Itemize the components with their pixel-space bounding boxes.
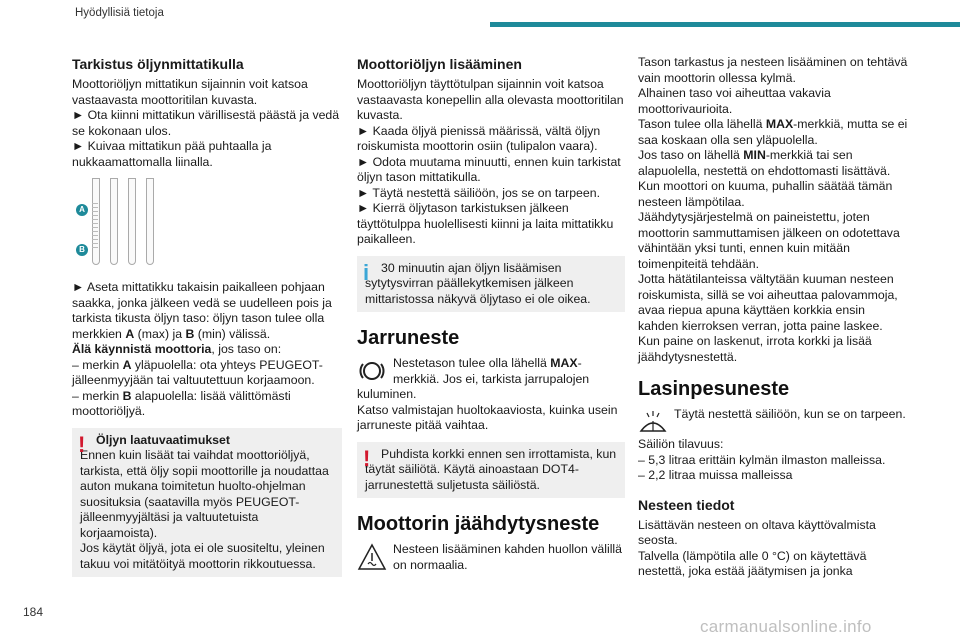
warning-exclamation-icon: ! xyxy=(78,431,86,457)
column-2 xyxy=(357,55,625,573)
coolant-warning-icon xyxy=(357,542,387,572)
paragraph: Talvella (lämpötila alle 0 °C) on käytettävä nestettä, joka estää jäätymisen ja jonka xyxy=(638,548,867,578)
dipstick-illustration xyxy=(72,178,342,268)
column-3 xyxy=(638,55,908,580)
header-accent-bar xyxy=(490,22,960,27)
paragraph: Katso valmistajan huoltokaaviosta, kuinka usein jarruneste pitää vaihtaa. xyxy=(357,402,618,432)
coolant-block xyxy=(357,542,625,573)
note-text: Ennen kuin lisäät tai vaihdat moottoriöljyä, tarkista, että öljy sopii moottorille ja noudattaa auton mukana toimitetun huolto-ohjelman suosituksia (saatavilla myös PEUGEOT-jälleenmyyjältäsi ja valtuutetuista korjaamoista). xyxy=(80,448,329,540)
dipstick-icon xyxy=(128,178,136,265)
paragraph: Moottoriöljyn täyttötulpan sijainnin voit katsoa vastaavasta konepellin alla olevasta moottoritilan kuvasta. xyxy=(357,77,624,122)
section-heading-add-oil: Moottoriöljyn lisääminen xyxy=(357,56,522,72)
paragraph: Tason tarkastus ja nesteen lisääminen on tehtävä vain moottorin ollessa kylmä. xyxy=(638,55,908,85)
warning-text: Älä käynnistä moottoria, jos taso on: xyxy=(72,342,282,356)
marker-a-label: A xyxy=(76,204,88,216)
brake-fluid-note xyxy=(357,442,625,499)
paragraph: Tason tulee olla lähellä MAX-merkkiä, mutta se ei saa koskaan olla sen yläpuolella. xyxy=(638,117,908,147)
running-header: Hyödyllisiä tietoja xyxy=(75,7,164,19)
dipstick-icon xyxy=(146,178,154,265)
info-icon: i xyxy=(363,259,370,285)
step-item: ► Kaada öljyä pienissä määrissä, vältä öljyn roiskumista moottorin osiin (tulipalon vaara). xyxy=(357,123,601,153)
dipstick-icon xyxy=(110,178,118,265)
dipstick-scale xyxy=(92,203,98,248)
paragraph: Moottoriöljyn mittatikun sijainnin voit katsoa vastaavasta moottoritilan kuvasta. xyxy=(72,77,308,107)
paragraph: Nestetason tulee olla lähellä MAX-merkkiä. Jos ei, tarkista jarrupalojen kuluminen. xyxy=(357,356,590,401)
oil-level-info-note xyxy=(357,256,625,313)
step-item: ► Täytä nestettä säiliöön, jos se on tarpeen. xyxy=(357,185,600,200)
list-item: – merkin A yläpuolella: ota yhteys PEUGEOT-jälleenmyyjään tai valtuutettuun korjaamoon. xyxy=(72,357,323,387)
note-text: 30 minuutin ajan öljyn lisäämisen sytytysvirran päällekytkemisen jälkeen mittaristossa näkyvä öljytaso ei ole oikea. xyxy=(365,260,591,306)
marker-b-label: B xyxy=(76,244,88,256)
paragraph: Nesteen lisääminen kahden huollon välillä on normaalia. xyxy=(393,542,623,572)
section-heading-washer-fluid: Lasinpesuneste xyxy=(638,378,790,400)
oil-quality-note xyxy=(72,428,342,578)
paragraph: Alhainen taso voi aiheuttaa vakavia moottorivaurioita. xyxy=(638,86,831,116)
section-heading-fluid-specs: Nesteen tiedot xyxy=(638,496,735,513)
note-title: Öljyn laatuvaatimukset xyxy=(96,432,230,447)
page-number: 184 xyxy=(23,605,44,619)
section-heading-dipstick: Tarkistus öljynmittatikulla xyxy=(72,56,244,72)
warning-exclamation-icon: ! xyxy=(363,445,371,471)
step-item: ► Odota muutama minuutti, ennen kuin tarkistat öljyn tason mittatikulla. xyxy=(357,154,621,184)
paragraph: Täytä nestettä säiliöön, kun se on tarpeen. xyxy=(674,407,906,421)
step-item: ► Ota kiinni mittatikun värillisestä päästä ja vedä se kokonaan ulos. xyxy=(72,108,340,138)
washer-fluid-icon xyxy=(638,407,668,437)
list-item: – 5,3 litraa erittäin kylmän ilmaston malleissa. xyxy=(638,452,886,467)
section-heading-coolant: Moottorin jäähdytysneste xyxy=(357,513,600,535)
column-1 xyxy=(72,55,342,585)
step-item: ► Aseta mittatikku takaisin paikalleen pohjaan saakka, jonka jälkeen vedä se uudelleen pois ja tarkista tikusta öljyn taso: öljyn tason tulee olla merkkien A (max) ja B (min) välissä. xyxy=(72,280,332,341)
paragraph: Jäähdytysjärjestelmä on paineistettu, joten moottorin sammuttamisen jälkeen on odotettava vähintään yksi tunti, ennen kuin mitään toimenpiteitä tehdään. xyxy=(638,210,900,271)
step-item: ► Kuivaa mittatikun pää puhtaalla ja nukkaamattomalla liinalla. xyxy=(72,139,272,169)
paragraph: Jos taso on lähellä MIN-merkkiä tai sen alapuolella, nestettä on ehdottomasti lisättävä. xyxy=(638,148,891,178)
list-item: – merkin B alapuolella: lisää välittömästi moottoriöljyä. xyxy=(72,388,291,418)
list-item: – 2,2 litraa muissa malleissa xyxy=(638,468,793,482)
brake-fluid-icon xyxy=(357,356,387,386)
watermark: carmanualsonline.info xyxy=(700,617,872,636)
note-text: Puhdista korkki ennen sen irrottamista, kun täytät säiliötä. Käytä ainoastaan DOT4-jarrunestettä suljetusta säiliöstä. xyxy=(365,446,617,492)
note-text: Jos käytät öljyä, jota ei ole suositeltu, yleinen takuu voi mitätöityä moottorin rikkoutuessa. xyxy=(80,541,325,571)
brake-fluid-block xyxy=(357,356,625,403)
section-heading-brake-fluid: Jarruneste xyxy=(357,327,460,349)
paragraph: Säiliön tilavuus: xyxy=(638,437,724,451)
paragraph: Kun paine on laskenut, irrota korkki ja lisää jäähdytysnestettä. xyxy=(638,334,872,364)
step-item: ► Kierrä öljytason tarkistuksen jälkeen täyttötulppa huolellisesti kiinni ja laita mittatikku paikalleen. xyxy=(357,201,614,246)
paragraph: Jotta hätätilanteissa vältytään kuuman nesteen roiskumista, sillä se voi aiheuttaa palovammoja, avaa riepua apuna käyttäen korkkia ensin kahden kierroksen verran, jotta paine laskee. xyxy=(638,272,898,333)
paragraph: Kun moottori on kuuma, puhallin säätää tämän nesteen lämpötilaa. xyxy=(638,179,893,209)
paragraph: Lisättävän nesteen on oltava käyttövalmista seosta. xyxy=(638,517,876,547)
washer-fluid-block xyxy=(638,407,908,437)
